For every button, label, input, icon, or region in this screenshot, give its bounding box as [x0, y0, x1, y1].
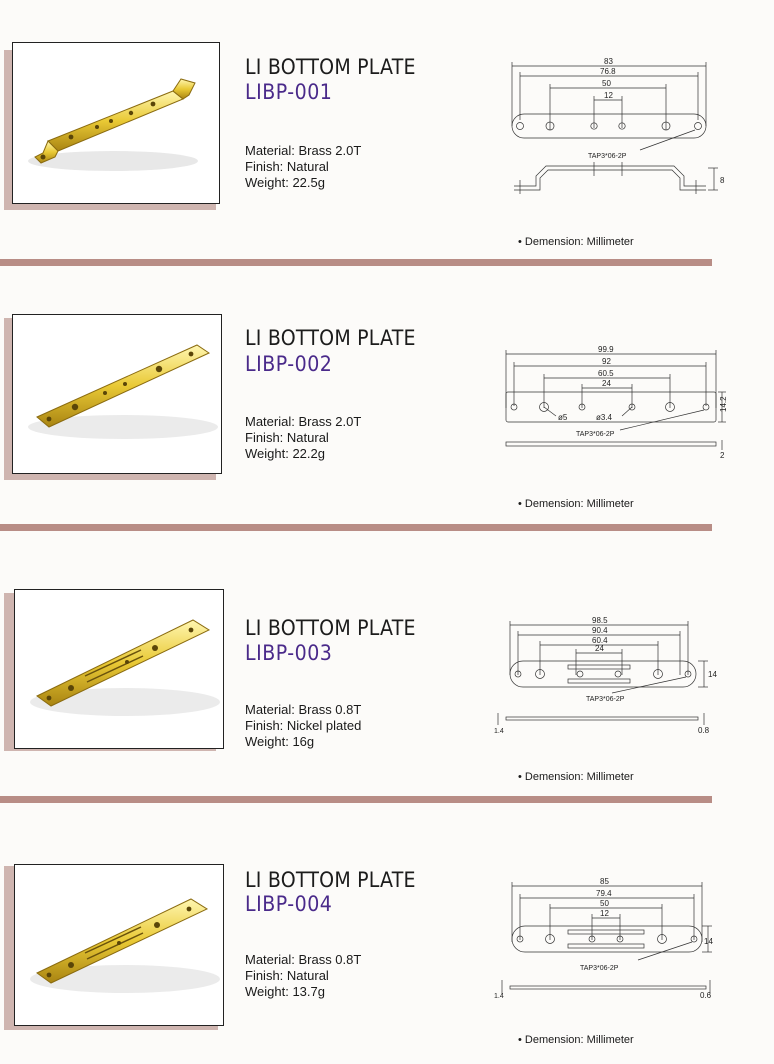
dim-mid: 60.5 [598, 369, 614, 378]
material-text: Material: Brass 2.0T [245, 414, 362, 429]
brass-plate-image [15, 865, 223, 1025]
product-photo-libp-002 [12, 314, 222, 474]
dimension-note: • Demension: Millimeter [518, 1034, 634, 1046]
dim-tap: TAP3*06-2P [576, 431, 615, 438]
dim-side: 1.4 [494, 728, 504, 735]
product-photo-libp-003 [14, 589, 224, 749]
product-section-libp-004 [0, 804, 774, 1064]
dim-hole-b: ø3.4 [596, 413, 613, 422]
product-title: LI BOTTOM PLATE [245, 326, 416, 351]
product-section-libp-001 [0, 0, 774, 260]
weight-text: Weight: 22.5g [245, 175, 325, 190]
technical-drawing-libp-003 [492, 615, 722, 735]
dim-height: 8 [720, 176, 725, 185]
product-specs [245, 702, 361, 750]
technical-drawing-libp-004 [492, 876, 722, 1000]
weight-text: Weight: 22.2g [245, 446, 325, 461]
brass-plate-image [13, 315, 221, 473]
dim-overall: 98.5 [592, 616, 608, 625]
weight-text: Weight: 13.7g [245, 984, 325, 999]
dim-thickness: 2 [720, 451, 725, 460]
dimension-note: • Demension: Millimeter [518, 771, 634, 783]
product-specs [245, 952, 361, 1000]
technical-drawing-libp-002 [500, 346, 730, 466]
material-text: Material: Brass 2.0T [245, 143, 362, 158]
dim-side: 1.4 [494, 993, 504, 1000]
dim-center: 24 [602, 379, 611, 388]
dim-inner: 90.4 [592, 626, 608, 635]
dim-thickness: 0.6 [700, 991, 712, 1000]
dim-center: 12 [604, 91, 613, 100]
finish-text: Finish: Natural [245, 430, 329, 445]
dim-thickness: 0.8 [698, 726, 710, 735]
section-divider [0, 259, 712, 266]
dim-width: 14.2 [719, 396, 728, 412]
product-title: LI BOTTOM PLATE [245, 868, 416, 893]
dim-width: 14 [708, 670, 717, 679]
dim-hole-a: ø5 [558, 413, 568, 422]
finish-text: Finish: Natural [245, 968, 329, 983]
product-section-libp-003 [0, 535, 774, 795]
product-photo-libp-001 [12, 42, 220, 204]
dim-inner: 76.8 [600, 67, 616, 76]
dim-overall: 99.9 [598, 346, 614, 354]
material-text: Material: Brass 0.8T [245, 952, 362, 967]
product-specs [245, 414, 361, 462]
dim-overall: 83 [604, 58, 613, 66]
dim-tap: TAP3*06-2P [586, 696, 625, 703]
section-divider [0, 796, 712, 803]
technical-drawing-libp-001 [500, 58, 730, 198]
dim-center: 24 [595, 644, 604, 653]
product-photo-libp-004 [14, 864, 224, 1026]
dim-inner: 92 [602, 357, 611, 366]
dim-mid: 50 [600, 899, 609, 908]
product-title: LI BOTTOM PLATE [245, 55, 416, 80]
finish-text: Finish: Natural [245, 159, 329, 174]
dim-overall: 85 [600, 877, 609, 886]
product-code: LIBP-003 [245, 641, 333, 666]
dim-tap: TAP3*06-2P [580, 965, 619, 972]
product-title: LI BOTTOM PLATE [245, 616, 416, 641]
product-code: LIBP-001 [245, 80, 333, 105]
dim-mid: 60.4 [592, 636, 608, 645]
dim-mid: 50 [602, 79, 611, 88]
product-code: LIBP-004 [245, 892, 333, 917]
product-code: LIBP-002 [245, 352, 333, 377]
product-specs [245, 143, 361, 191]
material-text: Material: Brass 0.8T [245, 702, 362, 717]
dim-inner: 79.4 [596, 889, 612, 898]
brass-plate-image [13, 43, 219, 203]
brass-plate-image [15, 590, 223, 748]
weight-text: Weight: 16g [245, 734, 315, 749]
dim-tap: TAP3*06-2P [588, 153, 627, 160]
dim-center: 12 [600, 909, 609, 918]
dim-width: 14 [704, 937, 713, 946]
product-section-libp-002 [0, 268, 774, 528]
section-divider [0, 524, 712, 531]
dimension-note: • Demension: Millimeter [518, 236, 634, 248]
finish-text: Finish: Nickel plated [245, 718, 362, 733]
dimension-note: • Demension: Millimeter [518, 498, 634, 510]
